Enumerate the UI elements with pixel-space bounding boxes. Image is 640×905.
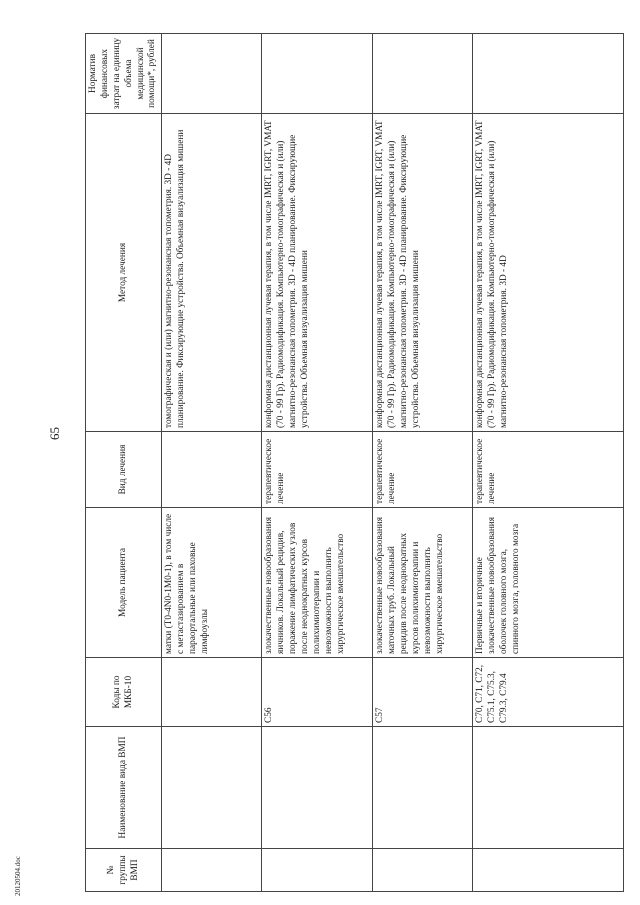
cell-type: терапевтическое лечение [262, 432, 373, 508]
table-row [262, 34, 373, 892]
cell-group [373, 849, 473, 892]
page-number: 65 [47, 427, 62, 440]
cell-codes [162, 658, 262, 727]
cell-codes: C57 [373, 658, 473, 727]
vmp-table [85, 33, 624, 892]
table-row [162, 34, 262, 892]
header-patient-model: Модель пациента [86, 508, 162, 658]
header-icd-codes: Коды по МКБ-10 [86, 658, 162, 727]
cell-name [473, 727, 624, 849]
header-vmp-name: Наименование вида ВМП [86, 727, 162, 849]
cell-type [162, 432, 262, 508]
cell-norm [162, 34, 262, 114]
table-row [373, 34, 473, 892]
header-financial-norm: Норматив финансовых затрат на единицу объема медицинской помощи*, рублей [86, 34, 162, 114]
cell-norm [473, 34, 624, 114]
cell-type: терапевтическое лечение [473, 432, 624, 508]
cell-group [262, 849, 373, 892]
cell-codes: C56 [262, 658, 373, 727]
header-group-number: № группы ВМП [86, 849, 162, 892]
cell-method: конформная дистанционная лучевая терапия, в том числе IMRT, IGRT, VMAT (70 - 99 Гр). Радиомодификация. Компьютерно-томографическая и (или) магнитно-резонансная топометрия. 3D - 4D [473, 114, 624, 432]
cell-method: конформная дистанционная лучевая терапия, в том числе IMRT, IGRT, VMAT (70 - 99 Гр). Радиомодификация. Компьютерно-томографическая и (или) магнитно-резонансная топометрия. 3D - 4D планирование. Фиксирующие устройства. Объемная визуализация мишени [262, 114, 373, 432]
cell-norm [262, 34, 373, 114]
cell-model: Первичные и вторичные злокачественные новообразования оболочек головного мозга, спинного мозга, головного мозга [473, 508, 624, 658]
header-treatment-type: Вид лечения [86, 432, 162, 508]
table-row [473, 34, 624, 892]
cell-name [162, 727, 262, 849]
cell-name [262, 727, 373, 849]
cell-group [473, 849, 624, 892]
cell-norm [373, 34, 473, 114]
footer-filename: 20120504.doc [14, 856, 22, 896]
cell-model: матки (T0-4N0-1M0-1), в том числе с метастазированием в параортальные или паховые лимфоузлы [162, 508, 262, 658]
cell-model: злокачественные новообразования маточных труб. Локальный рецидив после неоднократных курсов полихимиотерапии и невозможности выполнить хирургическое вмешательство [373, 508, 473, 658]
cell-model: злокачественные новообразования яичников. Локальный рецидив, поражение лимфатических узлов после неоднократных курсов полихимиотерапии и невозможности выполнить хирургическое вмешательство [262, 508, 373, 658]
cell-name [373, 727, 473, 849]
cell-method: томографическая и (или) магнитно-резонансная топометрия. 3D - 4D планирование. Фиксирующие устройства. Объемная визуализация мишени [162, 114, 262, 432]
cell-group [162, 849, 262, 892]
rotated-table-container [85, 34, 605, 892]
cell-codes: C70, C71, C72, C75.1, C75.3, C79.3, C79.4 [473, 658, 624, 727]
table-header-row [86, 34, 162, 892]
header-treatment-method: Метод лечения [86, 114, 162, 432]
cell-method: конформная дистанционная лучевая терапия, в том числе IMRT, IGRT, VMAT (70 - 99 Гр). Радиомодификация. Компьютерно-томографическая и (или) магнитно-резонансная топометрия. 3D - 4D планирование. Фиксирующие устройства. Объемная визуализация мишени [373, 114, 473, 432]
cell-type: терапевтическое лечение [373, 432, 473, 508]
